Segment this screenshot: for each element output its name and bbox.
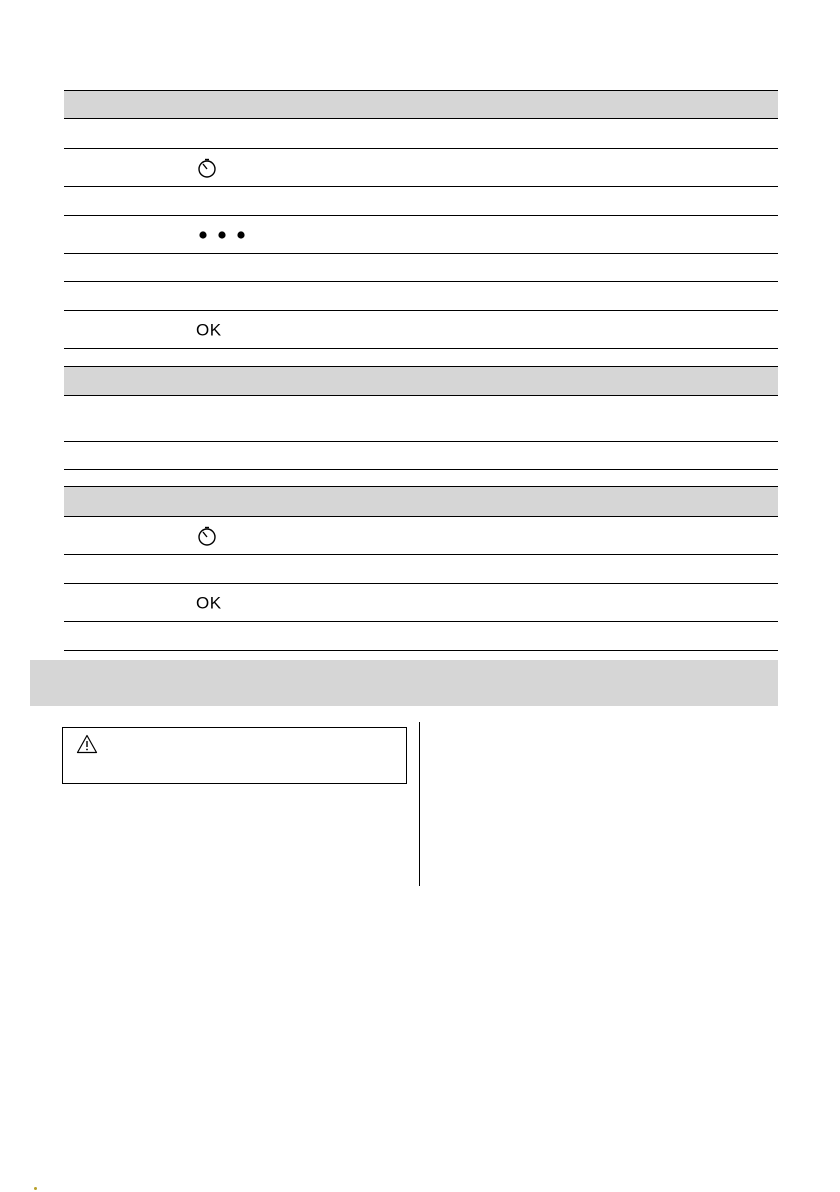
table-2-row-1 bbox=[64, 396, 778, 442]
table-1-row-3 bbox=[64, 187, 778, 216]
table-3-row-1 bbox=[64, 517, 778, 555]
table-1-row-2 bbox=[64, 149, 778, 187]
table-3 bbox=[64, 486, 778, 651]
table-3-row-3 bbox=[64, 584, 778, 622]
table-1-row-7 bbox=[64, 311, 778, 349]
table-3-header bbox=[64, 486, 778, 517]
table-1-row-4 bbox=[64, 216, 778, 254]
column-divider bbox=[419, 722, 420, 886]
timer-icon bbox=[196, 525, 218, 547]
table-1-header bbox=[64, 90, 778, 119]
ok-label: OK bbox=[196, 593, 222, 612]
table-2-row-2 bbox=[64, 442, 778, 470]
page-mark bbox=[34, 1187, 37, 1190]
table-3-row-4 bbox=[64, 622, 778, 651]
table-3-row-2 bbox=[64, 555, 778, 584]
section-heading-band bbox=[30, 660, 778, 706]
warning-box bbox=[62, 727, 407, 784]
ok-label: OK bbox=[196, 320, 222, 339]
table-1-row-5 bbox=[64, 254, 778, 282]
timer-icon bbox=[196, 157, 218, 179]
table-1 bbox=[64, 90, 778, 349]
table-2 bbox=[64, 366, 778, 470]
table-1-row-6 bbox=[64, 282, 778, 311]
warning-triangle-icon bbox=[76, 734, 98, 759]
table-2-header bbox=[64, 366, 778, 396]
three-dots-icon bbox=[196, 230, 250, 240]
table-1-row-1 bbox=[64, 119, 778, 149]
